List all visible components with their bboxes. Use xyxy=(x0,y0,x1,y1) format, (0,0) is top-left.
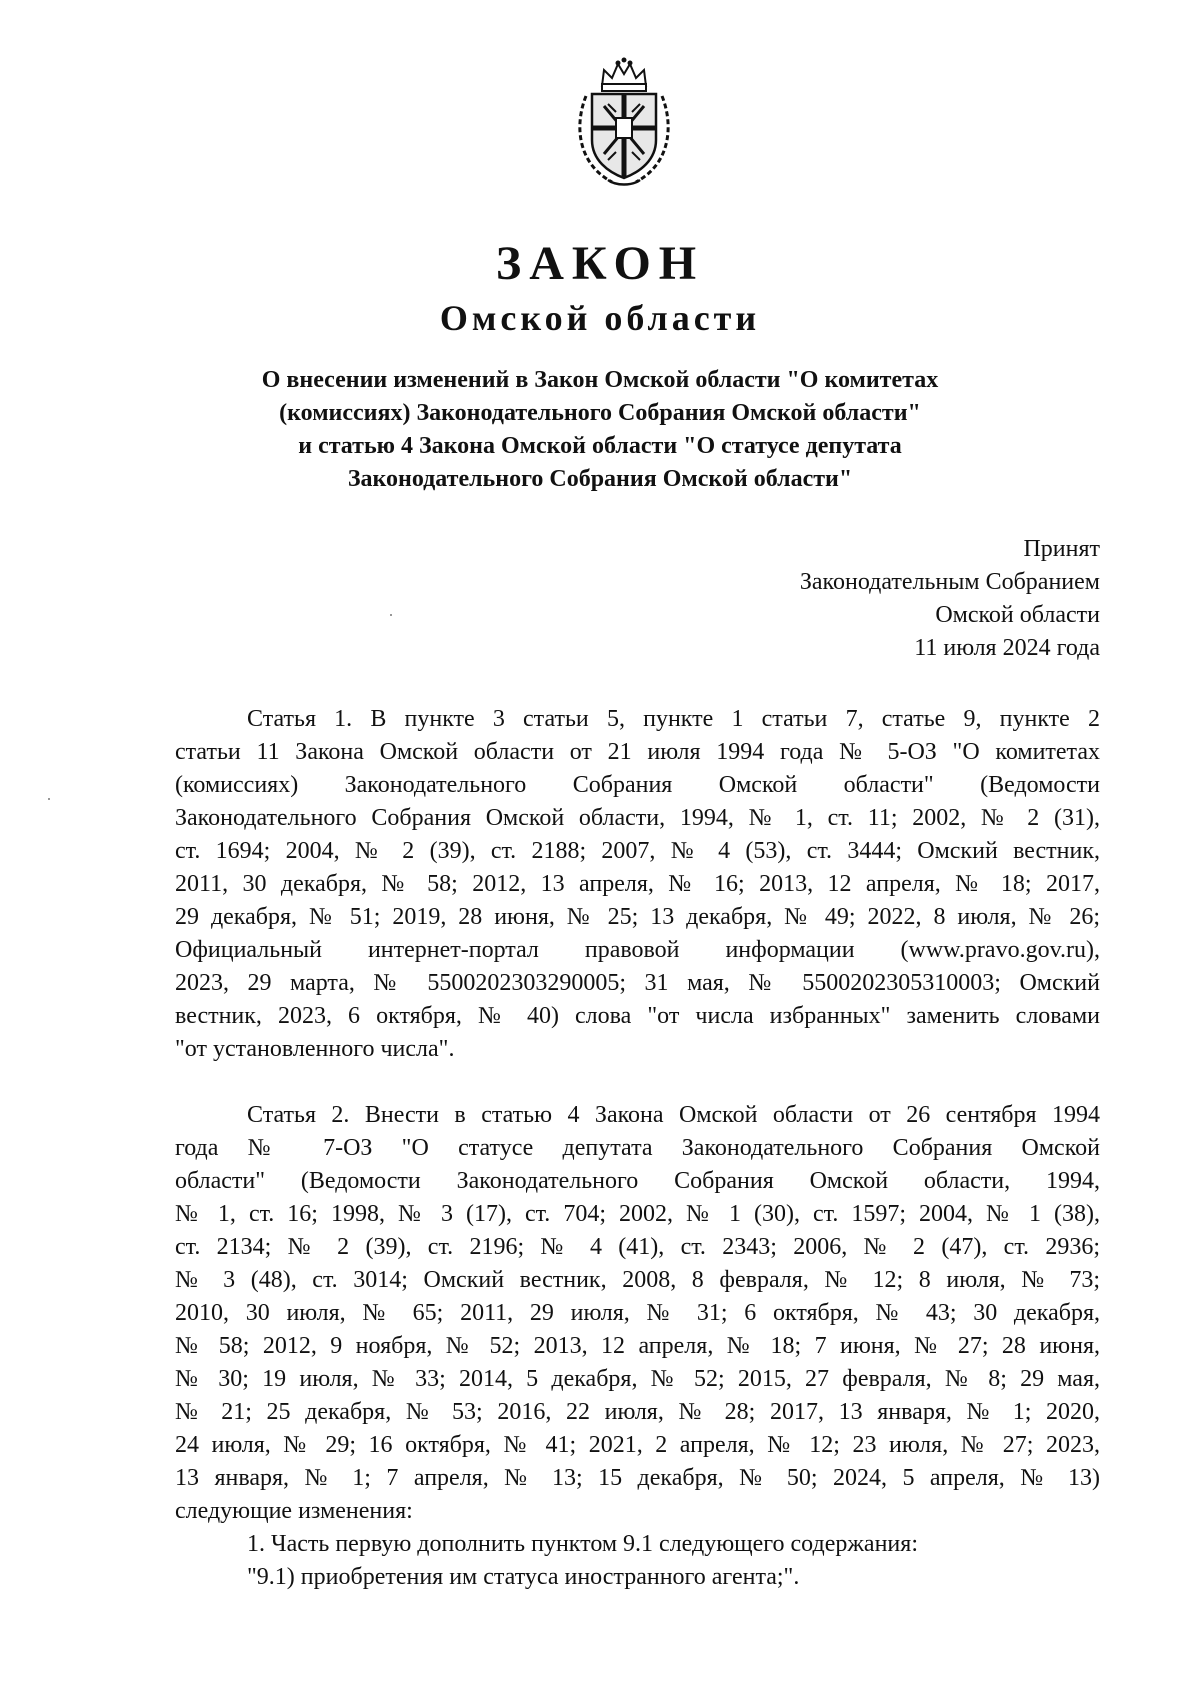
adoption-line: Принят xyxy=(1023,536,1100,562)
article-1-line: вестник, 2023, 6 октября, № 40) слова "от числа избранных" заменить словами xyxy=(175,1003,1100,1029)
adoption-line: Законодательным Собранием xyxy=(799,569,1100,595)
article-2 xyxy=(175,1099,1100,1594)
article-2-line: № 58; 2012, 9 ноября, № 52; 2013, 12 апреля, № 18; 7 июня, № 27; 28 июня, xyxy=(175,1333,1100,1359)
article-1-line: статьи 11 Закона Омской области от 21 июля 1994 года № 5-ОЗ "О комитетах xyxy=(175,739,1100,765)
law-heading-line: Законодательного Собрания Омской области" xyxy=(347,466,853,492)
article-2-line: ст. 2134; № 2 (39), ст. 2196; № 4 (41), ст. 2343; 2006, № 2 (47), ст. 2936; xyxy=(175,1234,1100,1260)
adoption-block xyxy=(800,533,1100,665)
omsk-region-coat-of-arms-icon xyxy=(572,56,676,188)
article-2-line: Статья 2. Внести в статью 4 Закона Омской области от 26 сентября 1994 xyxy=(247,1102,1100,1128)
article-2-line: области" (Ведомости Законодательного Собрания Омской области, 1994, xyxy=(175,1168,1100,1194)
law-heading-line: О внесении изменений в Закон Омской области "О комитетах xyxy=(261,367,939,393)
article-1-line: Официальный интернет-портал правовой информации (www.pravo.gov.ru), xyxy=(175,937,1100,963)
article-2-line: № 30; 19 июля, № 33; 2014, 5 декабря, № 52; 2015, 27 февраля, № 8; 29 мая, xyxy=(175,1366,1100,1392)
adoption-line: Омской области xyxy=(935,602,1100,628)
law-heading-line: и статью 4 Закона Омской области "О статусе депутата xyxy=(298,433,902,459)
article-2-line: следующие изменения: xyxy=(175,1498,413,1524)
article-1-line: 29 декабря, № 51; 2019, 28 июня, № 25; 13 декабря, № 49; 2022, 8 июля, № 26; xyxy=(175,904,1100,930)
article-2-line: № 3 (48), ст. 3014; Омский вестник, 2008, 8 февраля, № 12; 8 июля, № 73; xyxy=(175,1267,1100,1293)
scan-speck xyxy=(390,614,392,616)
article-1-line: Законодательного Собрания Омской области, 1994, № 1, ст. 11; 2002, № 2 (31), xyxy=(175,805,1100,831)
scan-speck xyxy=(48,798,50,800)
article-1-line: ст. 1694; 2004, № 2 (39), ст. 2188; 2007, № 4 (53), ст. 3444; Омский вестник, xyxy=(175,838,1100,864)
article-1-line: 2011, 30 декабря, № 58; 2012, 13 апреля, № 16; 2013, 12 апреля, № 18; 2017, xyxy=(175,871,1100,897)
article-2-line: 2010, 30 июля, № 65; 2011, 29 июля, № 31; 6 октября, № 43; 30 декабря, xyxy=(175,1300,1100,1326)
article-1 xyxy=(175,703,1100,1066)
document-title: ЗАКОН xyxy=(495,237,705,290)
document-subtitle: Омской области xyxy=(439,298,761,338)
law-heading xyxy=(170,364,1030,496)
article-2-line: № 21; 25 декабря, № 53; 2016, 22 июля, № 28; 2017, 13 января, № 1; 2020, xyxy=(175,1399,1100,1425)
article-1-line: Статья 1. В пункте 3 статьи 5, пункте 1 статьи 7, статье 9, пункте 2 xyxy=(247,706,1100,732)
article-1-line: (комиссиях) Законодательного Собрания Омской области" (Ведомости xyxy=(175,772,1100,798)
law-heading-line: (комиссиях) Законодательного Собрания Омской области" xyxy=(279,400,921,426)
article-2-line: № 1, ст. 16; 1998, № 3 (17), ст. 704; 2002, № 1 (30), ст. 1597; 2004, № 1 (38), xyxy=(175,1201,1100,1227)
article-1-line: "от установленного числа". xyxy=(175,1036,455,1062)
article-2-item: "9.1) приобретения им статуса иностранного агента;". xyxy=(247,1564,800,1590)
article-2-item: 1. Часть первую дополнить пунктом 9.1 следующего содержания: xyxy=(247,1531,918,1557)
article-2-line: 13 января, № 1; 7 апреля, № 13; 15 декабря, № 50; 2024, 5 апреля, № 13) xyxy=(175,1465,1100,1491)
article-1-line: 2023, 29 марта, № 5500202303290005; 31 мая, № 5500202305310003; Омский xyxy=(175,970,1100,996)
adoption-date: 11 июля 2024 года xyxy=(914,635,1100,661)
article-2-line: года № 7-ОЗ "О статусе депутата Законодательного Собрания Омской xyxy=(175,1135,1100,1161)
article-2-line: 24 июля, № 29; 16 октября, № 41; 2021, 2 апреля, № 12; 23 июля, № 27; 2023, xyxy=(175,1432,1100,1458)
